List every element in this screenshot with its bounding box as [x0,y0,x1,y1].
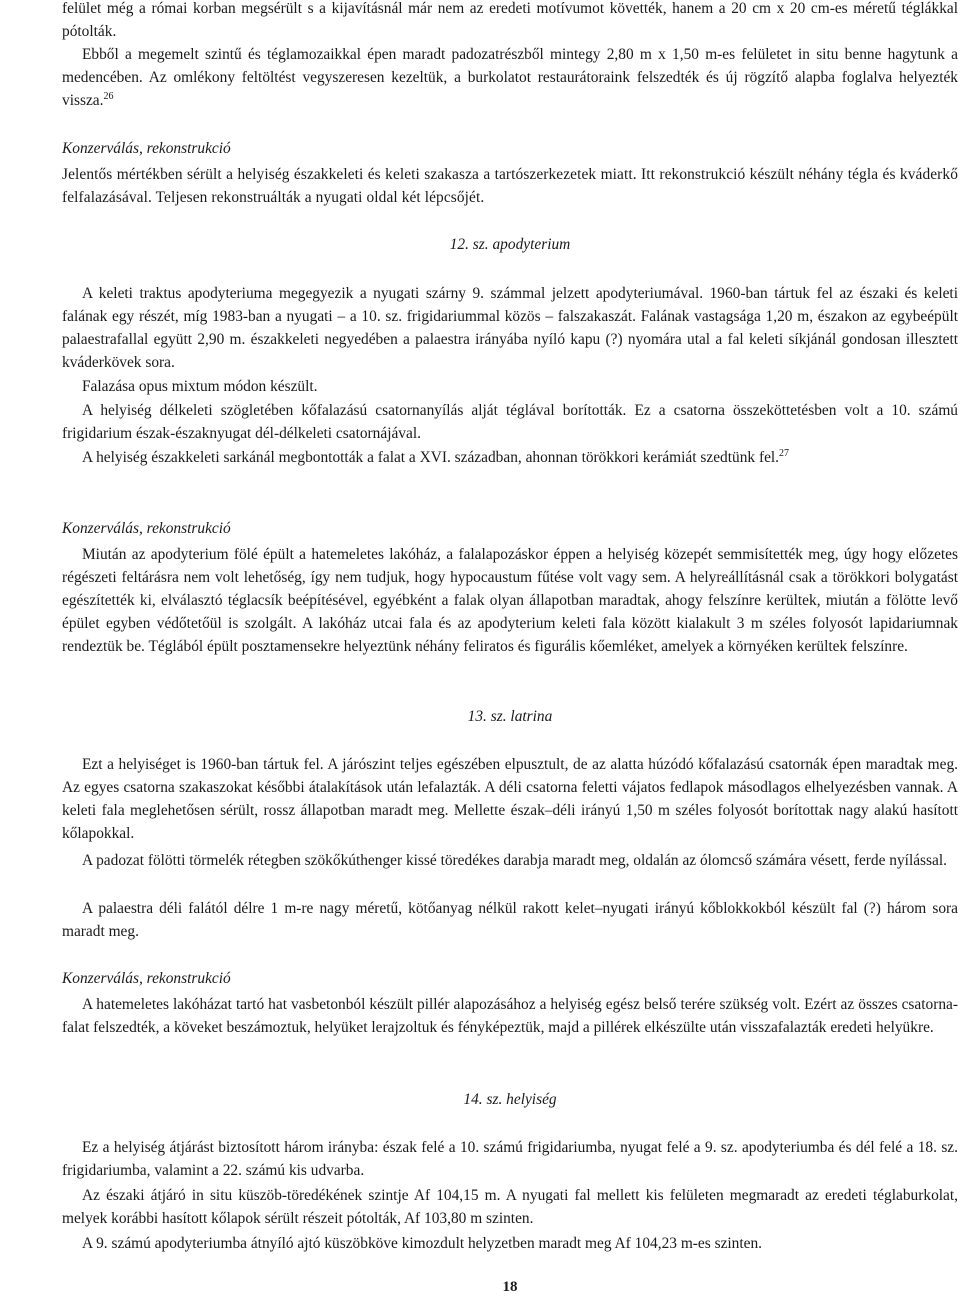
section-heading-12: 12. sz. apodyterium [449,236,571,253]
paragraph-14-2: Az északi átjáró in situ küszöb-töredékének szintje Af 104,15 m. A nyugati fal mellett kis felületen megmaradt az eredeti téglaburkolat, melyek korábbi hasított kőlapok sérült részeit pótolták, Af 103,80 m szinten. [62,1187,958,1227]
footnote-ref-27: 27 [779,448,790,459]
paragraph-12-2: Falazása opus mixtum módon készült. [82,378,318,395]
page-number: 18 [502,1279,518,1295]
paragraph-13-2: A padozat fölötti törmelék rétegben szökőkúthenger kissé töredékes darabja maradt meg, oldalán az ólomcső számára vésett, ferde nyílással. [82,852,947,869]
paragraph-12-3: A helyiség délkeleti szögletében kőfalazású csatornanyílás alját téglával borították. Ez a csatorna összeköttetésben volt a 10. számú frigidarium észak-északnyugat dél-délkeleti csatornájával. [62,402,958,442]
paragraph-13-3: A palaestra déli falától délre 1 m-re nagy méretű, kötőanyag nélkül rakott kelet–nyugati irányú kőblokkokból készült fal (?) három sora maradt meg. [62,900,958,940]
paragraph-top-1: felület még a római korban megsérült s a kijavításnál már nem az eredeti motívumot követték, hanem a 20 cm x 20 cm-es méretű téglákkal pótolták. [62,0,958,40]
paragraph-12-4-text: A helyiség északkeleti sarkánál megbontották a falat a XVI. században, ahonnan törökkori kerámiát szedtünk fel. [82,449,780,466]
paragraph-konzervalas-1: Jelentős mértékben sérült a helyiség északkeleti és keleti szakasza a tartószerkezetek miatt. Itt rekonstrukció készült néhány tégla és kváderkő felfalazásával. Teljesen rekonstruálták a nyugati oldal két lépcsőjét. [62,166,958,206]
paragraph-konzervalas-3: A hatemeletes lakóházat tartó hat vasbetonból készült pillér alapozásához a helyiség egész belső terére szükség volt. Ezért az összes csatorna-falat felszedték, a köveket beszámoztuk, helyüket lerajzoltuk és fényképeztük, majd a pillérek elkészülte után visszafalazták eredeti helyükre. [62,996,958,1036]
paragraph-14-3: A 9. számú apodyteriumba átnyíló ajtó küszöbköve kimozdult helyzetben maradt meg Af 104,23 m-es szinten. [82,1235,763,1252]
paragraph-12-4 [62,446,958,469]
section-heading-konzervalas-2: Konzerválás, rekonstrukció [62,520,231,537]
paragraph-13-1: Ezt a helyiséget is 1960-ban tártuk fel. A járószint teljes egészében elpusztult, de az alatta húzódó kőfalazású csatornák épen maradtak meg. Az egyes csatorna szakaszokat későbbi átalakítások után lefalazták. A déli csatorna feletti vájatos fedlapok másodlagos elhelyezésben vannak. A keleti fala meglehetősen sérült, rossz állapotban maradt meg. Mellette észak–déli irányú 1,50 m széles folyosót borítottak nagy alakú hasított kőlapokkal. [62,756,958,842]
section-heading-konzervalas-1: Konzerválás, rekonstrukció [62,140,231,157]
paragraph-top-2-text: Ebből a megemelt szintű és téglamozaikkal épen maradt padozatrészből mintegy 2,80 m x 1,50 m-es felületet in situ benne hagytunk a medencében. Az omlékony feltöltést vegyszeresen kezeltük, a burkolatot restaurátoraink felszedték és új rögzítő alapba foglalva helyezték vissza. [62,46,958,109]
section-heading-14: 14. sz. helyiség [463,1091,557,1108]
paragraph-12-1: A keleti traktus apodyteriuma megegyezik a nyugati szárny 9. számmal jelzett apodyteriumával. 1960-ban tártuk fel az északi és keleti falának egy részét, míg 1983-ban a nyugati – a 10. sz. frigidariummal közös – falszakaszát. Falának vastagsága 1,20 m, északon az egybeépült palaestrafallal együtt 2,90 m. északkeleti negyedében a palaestra irányába nyíló kapu (?) nyomára utal a fal keleti síkjánál gondosan illesztett kváderkövek sora. [62,285,958,371]
paragraph-konzervalas-2: Miután az apodyterium fölé épült a hatemeletes lakóház, a falalapozáskor éppen a helyiség közepét semmisítették meg, úgy hogy előzetes régészeti feltárásra nem volt lehetőség, így nem tudjuk, hogy hypocaustum fűtése volt vagy sem. A helyreállításnál csak a törökkori bolygatást egészítették ki, elválasztó téglacsík beépítésével, egyébként a falak olyan állapotban maradtak, ahogy felszínre kerültek, miután a fölötte levő épület egyben védőtetőül is szolgált. A lakóház utcai fala és az apodyterium keleti fala között kialakult 3 m széles folyosót lapidariumnak rendeztük be. Téglából épült posztamensekre helyeztünk néhány feliratos és figurális kőemléket, amelyek a környéken kerültek felszínre. [62,546,958,655]
paragraph-14-1: Ez a helyiség átjárást biztosított három irányba: észak felé a 10. számú frigidariumba, nyugat felé a 9. sz. apodyteriumba és dél felé a 18. sz. frigidariumba, valamint a 22. számú kis udvarba. [62,1139,958,1179]
paragraph-top-2 [62,43,958,112]
footnote-ref-26: 26 [103,91,114,102]
section-heading-13: 13. sz. latrina [467,708,553,725]
section-heading-konzervalas-3: Konzerválás, rekonstrukció [62,970,231,987]
